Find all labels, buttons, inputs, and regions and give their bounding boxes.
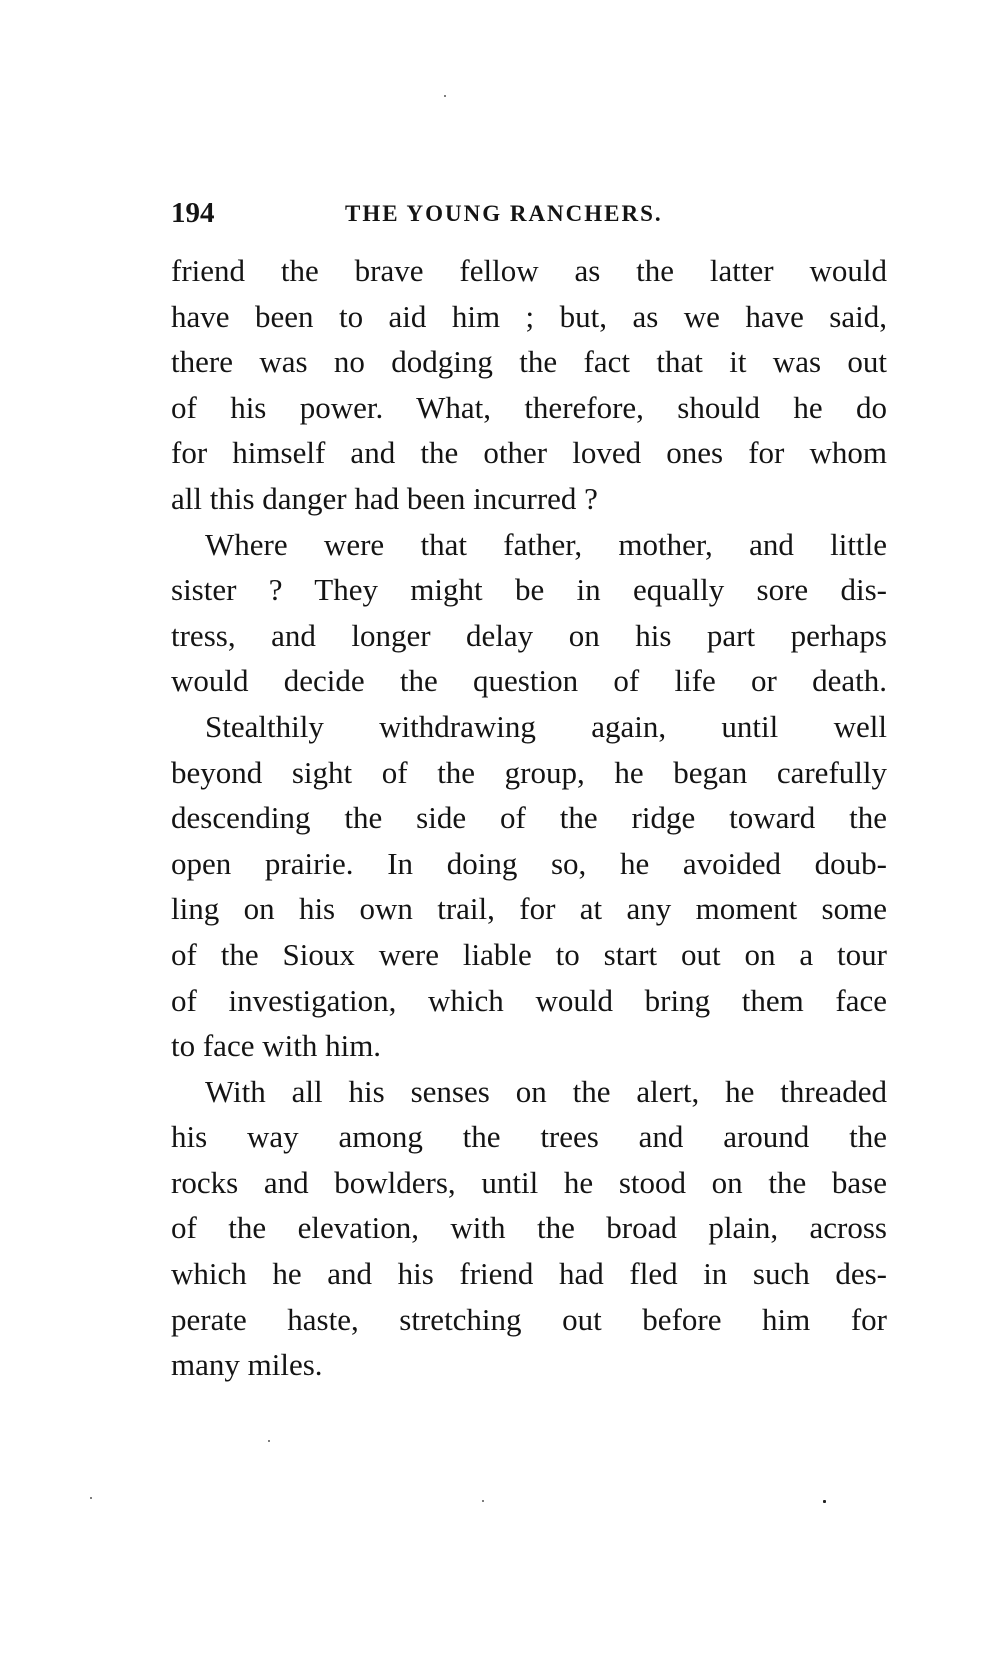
- paragraph-1: [171, 248, 887, 522]
- text-line: sister ? They might be in equally sore dis-: [171, 572, 887, 608]
- text-line: of his power. What, therefore, should he do: [171, 389, 887, 425]
- text-line: there was no dodging the fact that it was out: [171, 344, 887, 380]
- text-line: of investigation, which would bring them face: [171, 982, 887, 1018]
- running-head: [171, 193, 887, 233]
- text-line: would decide the question of life or death.: [171, 663, 887, 699]
- scan-speck: [823, 1500, 826, 1503]
- text-line: Where were that father, mother, and little: [205, 526, 887, 562]
- text-line: have been to aid him ; but, as we have said,: [171, 298, 887, 334]
- text-line: beyond sight of the group, he began carefully: [171, 754, 887, 790]
- text-line: many miles.: [171, 1347, 323, 1383]
- text-line: With all his senses on the alert, he threaded: [205, 1073, 887, 1109]
- text-line: ling on his own trail, for at any moment some: [171, 891, 887, 927]
- text-line: Stealthily withdrawing again, until well: [205, 708, 887, 744]
- text-line: for himself and the other loved ones for whom: [171, 435, 887, 471]
- text-line: rocks and bowlders, until he stood on the base: [171, 1164, 887, 1200]
- paragraph-2: [171, 522, 887, 704]
- paragraph-4: [171, 1069, 887, 1388]
- text-line: his way among the trees and around the: [171, 1119, 887, 1155]
- text-line: of the Sioux were liable to start out on a tour: [171, 936, 887, 972]
- scan-speck: [268, 1440, 270, 1442]
- scan-speck: [90, 1497, 92, 1499]
- text-line: of the elevation, with the broad plain, across: [171, 1210, 887, 1246]
- text-line: perate haste, stretching out before him for: [171, 1301, 887, 1337]
- body-text: [171, 248, 887, 1388]
- scan-speck: [444, 95, 446, 97]
- text-line: to face with him.: [171, 1028, 382, 1064]
- text-line: descending the side of the ridge toward the: [171, 800, 887, 836]
- paragraph-3: [171, 704, 887, 1069]
- scan-speck: [482, 1500, 484, 1502]
- running-title: THE YOUNG RANCHERS.: [345, 201, 663, 226]
- text-line: which he and his friend had fled in such des-: [171, 1256, 887, 1292]
- text-line: open prairie. In doing so, he avoided doub-: [171, 845, 887, 881]
- page-number: 194: [171, 197, 215, 229]
- text-line: all this danger had been incurred ?: [171, 480, 598, 516]
- text-line: friend the brave fellow as the latter would: [171, 253, 887, 288]
- text-line: tress, and longer delay on his part perhaps: [171, 617, 887, 653]
